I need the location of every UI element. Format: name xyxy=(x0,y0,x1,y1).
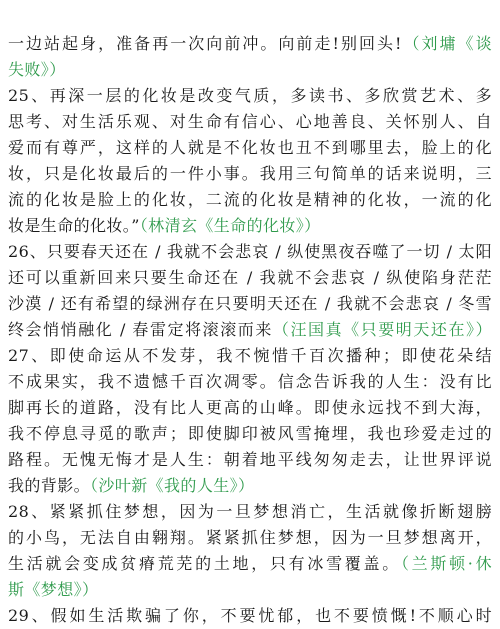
source-citation: 斯《梦想》） xyxy=(8,580,99,599)
source-citation: （兰斯顿·休 xyxy=(400,554,492,573)
line-text: 不成果实，我不遗憾千百次凋零。信念告诉我的人生：没有比 xyxy=(8,372,492,391)
line-text: 思考、对生活乐观、对生命有信心、心地善良、关怀别人、自 xyxy=(8,112,492,131)
line-text: 爱而有尊严，这样的人就是不化妆也丑不到哪里去，脸上的化 xyxy=(8,138,492,157)
line-text: 路程。无愧无悔才是人生：朝着地平线匆匆走去，让世界评说 xyxy=(8,450,492,469)
text-line xyxy=(8,551,492,577)
line-text: 妆，只是化妆最后的一件小事。我用三句简单的话来说明，三 xyxy=(8,164,492,183)
text-line xyxy=(8,57,492,83)
text-line xyxy=(8,31,492,57)
text-line xyxy=(8,421,492,447)
text-line xyxy=(8,109,492,135)
line-text: 一边站起身，准备再一次向前冲。向前走!别回头! xyxy=(8,34,402,53)
text-line xyxy=(8,525,492,551)
text-line xyxy=(8,83,492,109)
text-line xyxy=(8,369,492,395)
source-citation: 失败》） xyxy=(8,60,66,79)
text-line xyxy=(8,343,492,369)
line-text: 25、再深一层的化妆是改变气质，多读书、多欣赏艺术、多 xyxy=(8,86,492,105)
text-line xyxy=(8,291,492,317)
text-line xyxy=(8,161,492,187)
text-line xyxy=(8,187,492,213)
line-text: 生活就会变成贫瘠荒芜的土地，只有冰雪覆盖。 xyxy=(8,554,401,573)
text-line xyxy=(8,395,492,421)
text-line xyxy=(8,317,492,343)
text-line xyxy=(8,447,492,473)
text-line xyxy=(8,239,492,265)
text-line xyxy=(8,577,492,603)
text-line xyxy=(8,213,492,239)
line-text: 我的背影。 xyxy=(8,476,91,495)
line-text: 还可以重新回来只要生命还在 / 我就不会悲哀 / 纵使陷身茫茫 xyxy=(8,268,492,287)
text-line xyxy=(8,265,492,291)
line-text: 妆是生命的化妆。” xyxy=(8,216,140,235)
text-line xyxy=(8,135,492,161)
text-line xyxy=(8,499,492,525)
text-line xyxy=(8,473,492,499)
source-citation: （刘墉《谈 xyxy=(401,34,492,53)
line-text: 29、假如生活欺骗了你，不要忧郁，也不要愤慨!不顺心时 xyxy=(8,606,492,625)
line-text: 26、只要春天还在 / 我就不会悲哀 / 纵使黑夜吞噬了一切 / 太阳 xyxy=(8,242,492,261)
source-citation: （林清玄《生命的化妆》） xyxy=(139,216,321,235)
line-text: 28、紧紧抓住梦想，因为一旦梦想消亡，生活就像折断翅膀 xyxy=(8,502,492,521)
source-citation: （沙叶新《我的人生》） xyxy=(90,476,255,495)
line-text: 流的化妆是脸上的化妆，二流的化妆是精神的化妆，一流的化 xyxy=(8,190,492,209)
line-text: 我不停息寻觅的歌声；即使脚印被风雪掩埋，我也珍爱走过的 xyxy=(8,424,492,443)
text-line xyxy=(8,603,492,629)
line-text: 的小鸟，无法自由翱翔。紧紧抓住梦想，因为一旦梦想离开， xyxy=(8,528,492,547)
line-text: 27、即使命运从不发芽，我不惋惜千百次播种；即使花朵结 xyxy=(8,346,492,365)
source-citation: （汪国真《只要明天还在》） xyxy=(272,320,492,339)
line-text: 终会悄悄融化 / 春雷定将滚滚而来 xyxy=(8,320,273,339)
line-text: 脚再长的道路，没有比人更高的山峰。即使永远找不到大海， xyxy=(8,398,492,417)
line-text: 沙漠 / 还有希望的绿洲存在只要明天还在 / 我就不会悲哀 / 冬雪 xyxy=(8,294,492,313)
